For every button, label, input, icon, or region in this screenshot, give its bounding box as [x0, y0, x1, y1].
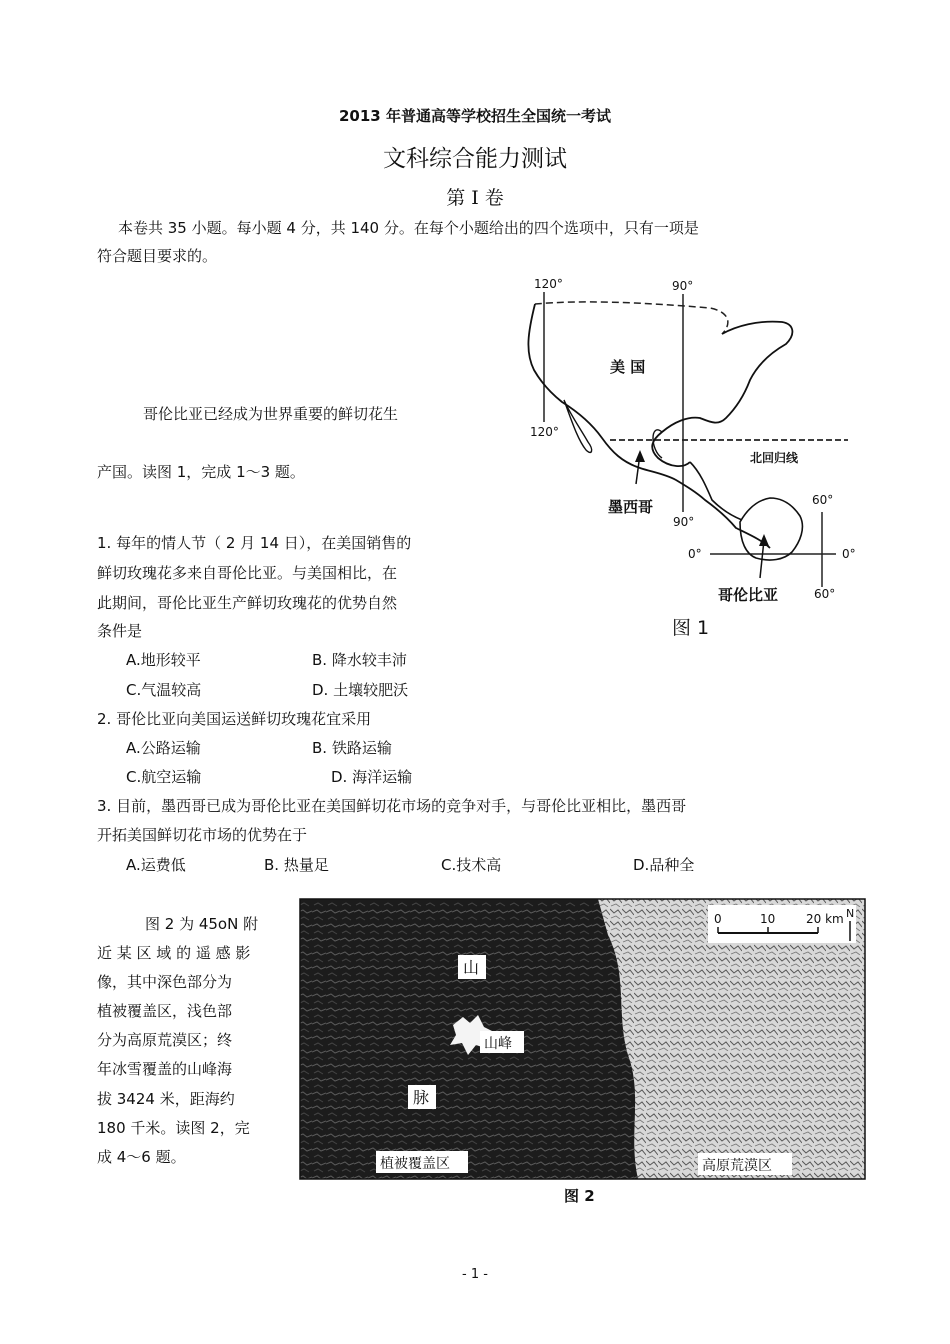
q1-line-2: 鲜切玫瑰花多来自哥伦比亚。与美国相比，在	[97, 564, 398, 582]
label-vegetation: 植被覆盖区	[380, 1156, 450, 1172]
label-lon120-mid: 120°	[530, 425, 559, 439]
passage2-line-4: 植被覆盖区，浅色部	[97, 1002, 233, 1020]
label-usa: 美 国	[610, 358, 646, 376]
label-desert: 高原荒漠区	[702, 1158, 772, 1174]
label-lon90-top: 90°	[672, 279, 694, 293]
instructions-line-2: 符合题目要求的。	[97, 247, 218, 265]
q2-option-d: D. 海洋运输	[331, 768, 413, 786]
passage1-line-1: 哥伦比亚已经成为世界重要的鲜切花生	[143, 405, 399, 423]
passage2-line-1: 图 2 为 45oN 附	[145, 915, 259, 933]
volume-title: 第 I 卷	[446, 187, 504, 209]
label-colombia: 哥伦比亚	[718, 586, 779, 604]
q1-option-d: D. 土壤较肥沃	[312, 681, 409, 699]
colombia-outline	[740, 498, 802, 560]
label-lat0-right: 0°	[842, 547, 856, 561]
q3-line-1: 3. 目前，墨西哥已成为哥伦比亚在美国鲜切花市场的竞争对手，与哥伦比亚相比，墨西哥	[97, 797, 687, 815]
subject-title: 文科综合能力测试	[383, 146, 567, 172]
north-label: N	[846, 907, 855, 920]
label-lon60-bottom: 60°	[814, 587, 836, 601]
q1-line-4: 条件是	[97, 622, 143, 640]
label-lon60-top: 60°	[812, 493, 834, 507]
q1-option-b: B. 降水较丰沛	[312, 651, 407, 669]
q3-option-b: B. 热量足	[264, 856, 329, 874]
q2-option-b: B. 铁路运输	[312, 739, 392, 757]
label-mexico: 墨西哥	[608, 498, 654, 516]
scale-20: 20 km	[806, 912, 844, 926]
figure-2-caption: 图 2	[564, 1187, 595, 1205]
q1-line-1: 1. 每年的情人节（ 2 月 14 日），在美国销售的	[97, 534, 412, 552]
label-lon90-bottom: 90°	[673, 515, 695, 529]
passage2-line-2: 近 某 区 域 的 遥 感 影	[97, 944, 251, 962]
central-america	[690, 462, 742, 520]
q1-option-a: A.地形较平	[126, 651, 201, 669]
passage2-line-8: 180 千米。读图 2，完	[97, 1119, 250, 1137]
us-canada-border	[535, 302, 728, 334]
figure-1-map	[500, 272, 885, 644]
passage2-line-5: 分为高原荒漠区；终	[97, 1031, 233, 1049]
passage2-line-7: 拔 3424 米，距海约	[97, 1090, 235, 1108]
figure-1-caption: 图 1	[672, 617, 710, 639]
q2-option-c: C.航空运输	[126, 768, 202, 786]
label-lon120-top: 120°	[534, 277, 563, 291]
label-mountain-2: 脉	[413, 1088, 430, 1107]
scale-10: 10	[760, 912, 776, 926]
exam-title: 2013 年普通高等学校招生全国统一考试	[339, 107, 611, 125]
passage2-line-9: 成 4～6 题。	[97, 1148, 186, 1166]
label-peak: 山峰	[484, 1036, 512, 1052]
scale-0: 0	[714, 912, 722, 926]
q2-stem: 2. 哥伦比亚向美国运送鲜切玫瑰花宜采用	[97, 710, 372, 728]
page-number: - 1 -	[462, 1267, 488, 1282]
east-coast	[652, 322, 792, 466]
label-mountain-1: 山	[463, 958, 480, 977]
label-tropic: 北回归线	[750, 451, 799, 465]
passage2-line-6: 年冰雪覆盖的山峰海	[97, 1060, 233, 1078]
q1-option-c: C.气温较高	[126, 681, 202, 699]
baja-peninsula	[564, 400, 592, 452]
passage1-line-2: 产国。读图 1，完成 1～3 题。	[97, 463, 305, 481]
passage2-line-3: 像，其中深色部分为	[97, 973, 233, 991]
q2-option-a: A.公路运输	[126, 739, 201, 757]
q3-option-c: C.技术高	[441, 856, 502, 874]
figure-2-image	[298, 895, 868, 1210]
instructions-line-1: 本卷共 35 小题。每小题 4 分，共 140 分。在每个小题给出的四个选项中，只有一项是	[118, 219, 699, 237]
q3-option-d: D.品种全	[633, 856, 695, 874]
q1-line-3: 此期间，哥伦比亚生产鲜切玫瑰花的优势自然	[97, 594, 398, 612]
mexico-arrow-head	[635, 450, 645, 462]
q3-option-a: A.运费低	[126, 856, 186, 874]
q3-line-2: 开拓美国鲜切花市场的优势在于	[97, 826, 308, 844]
label-lat0-left: 0°	[688, 547, 702, 561]
